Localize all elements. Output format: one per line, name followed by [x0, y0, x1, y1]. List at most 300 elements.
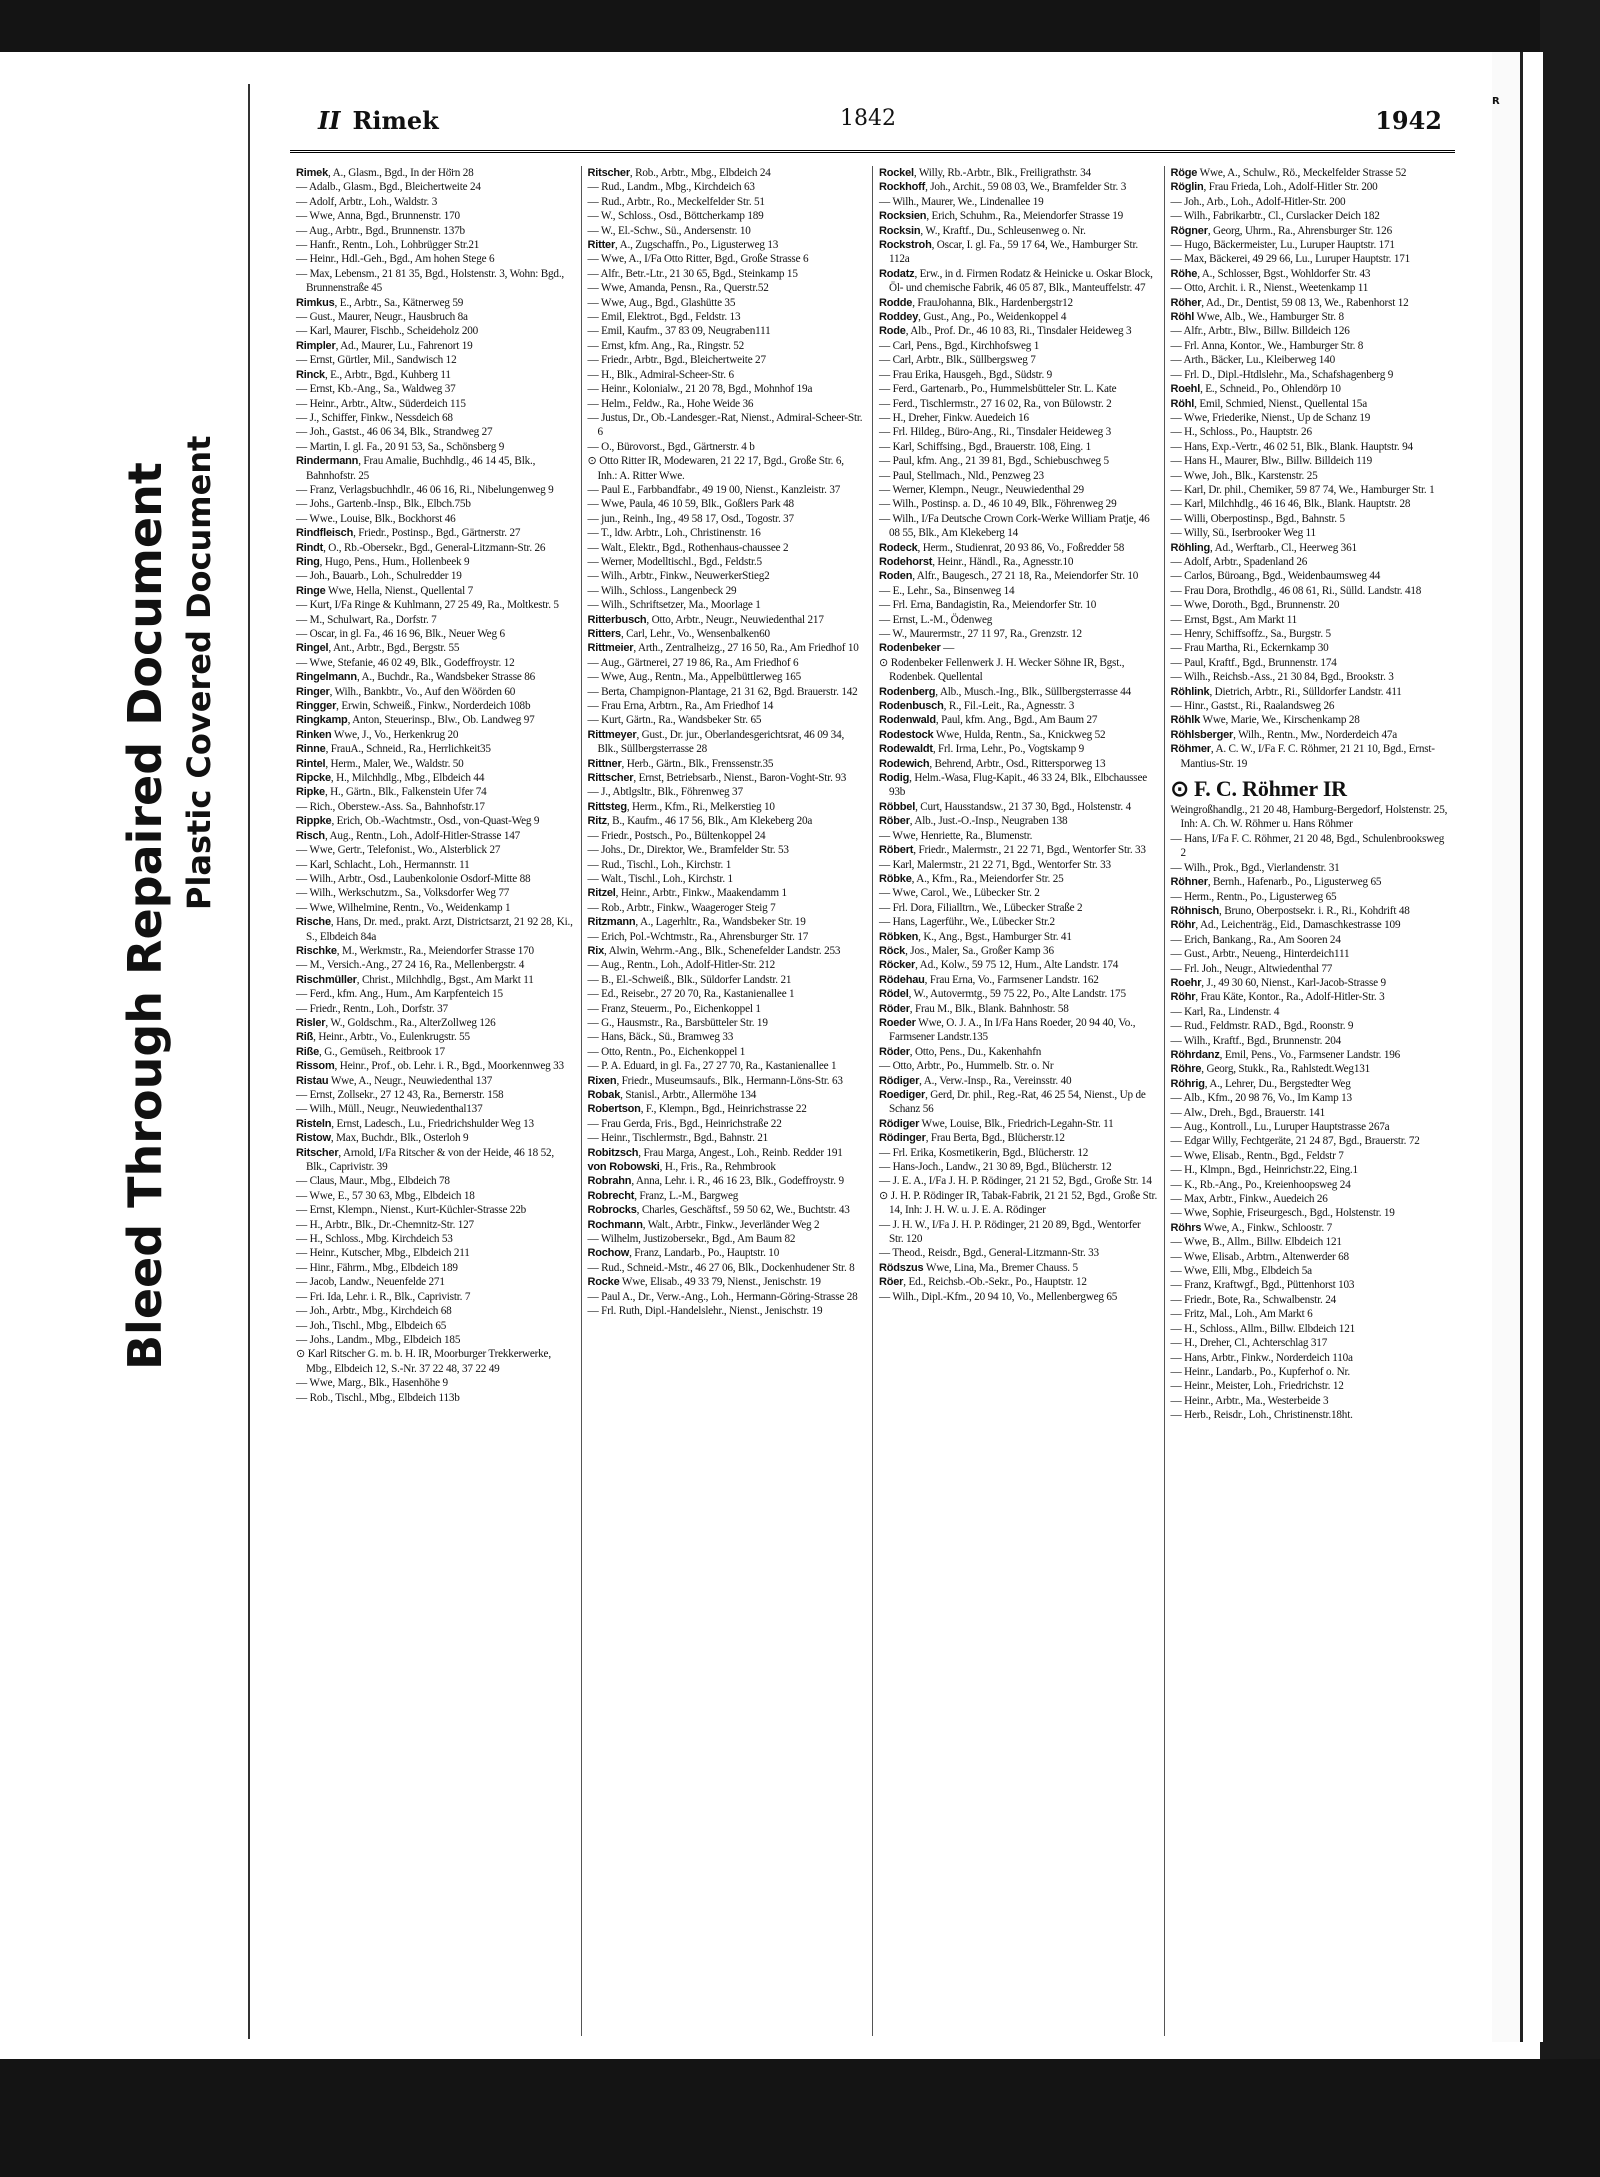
directory-entry: — Joh., Bauarb., Loh., Schulredder 19 [296, 570, 462, 583]
directory-entry: — Edgar Willy, Fechtgeräte, 21 24 87, Bgd., Brauerstr. 72 [1170, 1135, 1420, 1148]
directory-entry: — Kurt, Gärtn., Ra., Wandsbeker Str. 65 [587, 714, 762, 727]
directory-entry: von Robowski, H., Fris., Ra., Rehmbrook [587, 1161, 776, 1174]
directory-entry: Röbbel, Curt, Hausstandsw., 21 37 30, Bgd., Holstenstr. 4 [879, 800, 1132, 813]
directory-entry: — Wilh., Dipl.-Kfm., 20 94 10, Vo., Mellenbergweg 65 [879, 1290, 1118, 1303]
directory-entry: Roden, Alfr., Baugesch., 27 21 18, Ra., Meiendorfer Str. 10 [879, 570, 1139, 583]
directory-entry: — Alfr., Arbtr., Blw., Billw. Billdeich 126 [1170, 325, 1350, 338]
directory-entry: — Hinr., Gastst., Ri., Raalandsweg 26 [1170, 700, 1335, 713]
page-number-center: 1842 [840, 106, 896, 131]
directory-entry: Rochow, Franz, Landarb., Po., Hauptstr. 10 [587, 1247, 780, 1260]
directory-entry: Robrecht, Franz, L.-M., Bargweg [587, 1189, 739, 1202]
directory-entry: — Heinr., Arbtr., Altw., Süderdeich 115 [296, 397, 466, 410]
directory-entry: Röhmer, A. C. W., I/Fa F. C. Röhmer, 21 21 10, Bgd., Ernst-Mantius-Str. 19 [1170, 743, 1435, 770]
directory-entry: Röhlsberger, Wilh., Rentn., Mw., Norderdeich 47a [1170, 728, 1398, 741]
directory-entry: — Wilh., Kraftf., Bgd., Brunnenstr. 204 [1170, 1034, 1342, 1047]
column-4 [1165, 166, 1456, 2036]
directory-entry: — Joh., Gastst., 46 06 34, Blk., Strandweg 27 [296, 426, 493, 439]
directory-entry: — Adalb., Glasm., Bgd., Bleichertweite 24 [296, 181, 481, 194]
directory-entry: — Rud., Feldmstr. RAD., Bgd., Roonstr. 9 [1170, 1020, 1354, 1033]
directory-entry: Ritzel, Heinr., Arbtr., Finkw., Maakendamm 1 [587, 887, 787, 900]
directory-entry: Rimek, A., Glasm., Bgd., In der Hö̈rn 28 [296, 167, 474, 179]
directory-entry: — J., Schiffer, Finkw., Nessdeich 68 [296, 411, 453, 424]
directory-entry: — Joh., Tischl., Mbg., Elbdeich 65 [296, 1319, 447, 1332]
directory-entry: Rockel, Willy, Rb.-Arbtr., Blk., Freiligrathstr. 34 [879, 167, 1091, 179]
directory-entry: Röck, Jos., Maler, Sa., Großer Kamp 36 [879, 944, 1054, 957]
directory-entry: — Wilh., Arbtr., Finkw., NeuwerkerStieg2 [587, 570, 770, 583]
directory-entry: Rittsteg, Herm., Kfm., Ri., Melkerstieg 10 [587, 800, 775, 813]
directory-entry: Röbke, A., Kfm., Ra., Meiendorfer Str. 25 [879, 872, 1064, 885]
directory-entry: Risch, Aug., Rentn., Loh., Adolf-Hitler-Strasse 147 [296, 829, 521, 842]
directory-entry: Röhe, A., Schlosser, Bgst., Wohldorfer Str. 43 [1170, 267, 1371, 280]
directory-entry: Roddey, Gust., Ang., Po., Weidenkoppel 4 [879, 311, 1067, 324]
directory-entry: Röher, Ad., Dr., Dentist, 59 08 13, We., Rabenhorst 12 [1170, 296, 1409, 309]
directory-entry: — Oscar, in gl. Fa., 46 16 96, Blk., Neuer Weg 6 [296, 628, 505, 640]
directory-entry: — Aug., Rentn., Loh., Adolf-Hitler-Str. 212 [587, 959, 776, 972]
directory-entry: — Wwe, Doroth., Bgd., Brunnenstr. 20 [1170, 599, 1340, 612]
directory-entry: — Justus, Dr., Ob.-Landesger.-Rat, Nienst., Admiral-Scheer-Str. 6 [587, 411, 863, 439]
directory-entry: — Friedr., Bote, Ra., Schwalbenstr. 24 [1170, 1293, 1336, 1306]
directory-entry: — Rud., Tischl., Loh., Kirchstr. 1 [587, 858, 732, 871]
directory-entry: — Rud., Landm., Mbg., Kirchdeich 63 [587, 181, 755, 194]
directory-entry: Rocke Wwe, Elisab., 49 33 79, Nienst., Jenischstr. 19 [587, 1276, 821, 1289]
directory-entry: — Friedr., Arbtr., Bgd., Bleichertweite 27 [587, 354, 766, 367]
directory-entry: — Frl. Erna, Bandagistin, Ra., Meiendorfer Str. 10 [879, 599, 1097, 612]
page-header [250, 106, 1450, 138]
directory-entry: Rocksien, Erich, Schuhm., Ra., Meiendorfer Strasse 19 [879, 210, 1123, 223]
directory-entry: — Wilh., Schriftsetzer, Ma., Moorlage 1 [587, 599, 761, 612]
directory-entry: Rimpler, Ad., Maurer, Lu., Fahrenort 19 [296, 339, 473, 352]
directory-entry: — Ernst, Klempn., Nienst., Kurt-Küchler-Strasse 22b [296, 1204, 527, 1217]
directory-entry: — W., Maurermstr., 27 11 97, Ra., Grenzstr. 12 [879, 628, 1082, 640]
directory-entry: — Wwe., Louise, Blk., Bockhorst 46 [296, 512, 456, 525]
directory-entry: Robitzsch, Frau Marga, Angest., Loh., Reinb. Redder 191 [587, 1146, 843, 1159]
directory-entry: — Erich, Pol.-Wchtmstr., Ra., Ahrensburger Str. 17 [587, 930, 809, 943]
directory-entry: Rittscher, Ernst, Betriebsarb., Nienst., Baron-Voght-Str. 93 [587, 772, 847, 785]
directory-entry: — Karl, Milchhdlg., 46 16 46, Blk., Blank. Hauptstr. 28 [1170, 498, 1411, 511]
directory-entry: Ringelmann, A., Buchdr., Ra., Wandsbeker Strasse 86 [296, 671, 536, 684]
directory-entry: Rode, Alb., Prof. Dr., 46 10 83, Ri., Tinsdaler Heideweg 3 [879, 325, 1132, 338]
directory-entry: Ringe Wwe, Hella, Nienst., Quellental 7 [296, 584, 473, 597]
directory-entry: — Ferd., Gartenarb., Po., Hummelsbütteler Str. L. Kate [879, 383, 1117, 396]
directory-entry: — M., Schulwart, Ra., Dorfstr. 7 [296, 613, 437, 626]
directory-entry: — Wilhelm, Justizobersekr., Bgd., Am Baum 82 [587, 1233, 796, 1246]
directory-entry: — Emil, Elektrot., Bgd., Feldstr. 13 [587, 311, 741, 324]
side-label-bleed: Bleed Through Repaired Document [118, 462, 172, 1370]
directory-entry: — Berta, Champignon-Plantage, 21 31 62, Bgd. Brauerstr. 142 [587, 685, 858, 698]
directory-entry: — Gust., Maurer, Neugr., Hausbruch 8a [296, 311, 468, 324]
directory-entry: — H., Dreher, Finkw. Auedeich 16 [879, 411, 1029, 424]
directory-entry: ⊙ F. C. Röhmer IR [1170, 776, 1347, 802]
scan-border-right [1540, 0, 1600, 2177]
directory-entry: — Wwe, Aug., Rentn., Ma., Appelbüttlerweg 165 [587, 671, 802, 684]
directory-entry: Röhr, Ad., Leichenträg., Eid., Damaschkestrasse 109 [1170, 919, 1401, 932]
directory-entry: Röhl Wwe, Alb., We., Hamburger Str. 8 [1170, 311, 1344, 324]
directory-entry: Ripcke, H., Milchhdlg., Mbg., Elbdeich 44 [296, 772, 485, 785]
directory-entry: — Rich., Oberstew.-Ass. Sa., Bahnhofstr.17 [296, 800, 485, 813]
directory-entry: Rodenbusch, R., Fil.-Leit., Ra., Agnesstr. 3 [879, 700, 1075, 713]
directory-entry: — Wilh., Arbtr., Osd., Laubenkolonie Osdorf-Mitte 88 [296, 872, 531, 885]
directory-entry: — Ernst, Zollsekr., 27 12 43, Ra., Bernerstr. 158 [296, 1089, 504, 1101]
directory-entry: — Werner, Modelltischl., Bgd., Feldstr.5 [587, 555, 762, 568]
scan-border-top [0, 0, 1600, 52]
directory-entry: — Heinr., Kolonialw., 21 20 78, Bgd., Mohnhof 19a [587, 383, 813, 396]
directory-entry: Rodenberg, Alb., Musch.-Ing., Blk., Süllbergsterrasse 44 [879, 685, 1132, 698]
directory-entry: Rodde, FrauJohanna, Blk., Hardenbergstr12 [879, 296, 1073, 309]
directory-entry: — Adolf, Arbtr., Loh., Waldstr. 3 [296, 195, 438, 208]
directory-entry: — Rob., Arbtr., Finkw., Waageroger Steig 7 [587, 901, 776, 914]
directory-entry: Rimkus, E., Arbtr., Sa., Kätnerweg 59 [296, 296, 464, 309]
directory-entry: — Walt., Elektr., Bgd., Rothenhaus-chaussee 2 [587, 541, 789, 554]
directory-entry: — Aug., Kontroll., Lu., Luruper Hauptstrasse 267a [1170, 1121, 1390, 1133]
directory-entry: — Friedr., Rentn., Loh., Dorfstr. 37 [296, 1002, 448, 1015]
directory-entry: — Herb., Reisdr., Loh., Christinenstr.18ht. [1170, 1409, 1353, 1422]
directory-entry: Röhling, Ad., Werftarb., Cl., Heerweg 361 [1170, 541, 1357, 554]
directory-entry: Rissom, Heinr., Prof., ob. Lehr. i. R., Bgd., Moorkennweg 33 [296, 1060, 564, 1073]
directory-entry: — Willy, Sü., Iserbrooker Weg 11 [1170, 527, 1316, 540]
directory-entry: — Frl. Hildeg., Büro-Ang., Ri., Tinsdaler Heideweg 3 [879, 426, 1111, 439]
directory-entry: — Alfr., Betr.-Ltr., 21 30 65, Bgd., Steinkamp 15 [587, 267, 798, 280]
directory-entry: — Martin, I. gl. Fa., 20 91 53, Sa., Schönsberg 9 [296, 440, 505, 453]
directory-entry: Rindfleisch, Friedr., Postinsp., Bgd., Gärtnerstr. 27 [296, 527, 521, 540]
directory-entry: Rodatz, Erw., in d. Firmen Rodatz & Heinicke u. Oskar Block, Öl- und chemische Fabrik, 46 05 87, Blk., Manteuffelstr. 47 [879, 267, 1153, 295]
directory-entry: Robertson, F., Klempn., Bgd., Heinrichstrasse 22 [587, 1103, 807, 1116]
directory-entry: Röhlink, Dietrich, Arbtr., Ri., Sülldorfer Landstr. 411 [1170, 685, 1402, 698]
directory-entry: Ripke, H., Gärtn., Blk., Falkenstein Ufer 74 [296, 786, 487, 799]
directory-entry: — Kurt, I/Fa Ringe & Kuhlmann, 27 25 49, Ra., Moltkestr. 5 [296, 599, 559, 612]
directory-entry: Rische, Hans, Dr. med., prakt. Arzt, Districtsarzt, 21 92 28, Ki., S., Elbdeich 84a [296, 916, 573, 943]
directory-entry: Roehr, J., 49 30 60, Nienst., Karl-Jacob-Strasse 9 [1170, 976, 1386, 989]
directory-entry: — Frau Martha, Ri., Eckernkamp 30 [1170, 642, 1329, 655]
directory-entry: — Frl. D., Dipl.-Htdlslehr., Ma., Schafshagenberg 9 [1170, 368, 1394, 381]
directory-entry: — Hans, Lagerführ., We., Lübecker Str.2 [879, 916, 1055, 929]
directory-entry: — Otto, Rentn., Po., Eichenkoppel 1 [587, 1045, 746, 1058]
directory-entry: — H., Schloss., Mbg. Kirchdeich 53 [296, 1233, 453, 1246]
directory-entry: — Max, Bäckerei, 49 29 66, Lu., Luruper Hauptstr. 171 [1170, 253, 1411, 266]
directory-entry: — Hans-Joch., Landw., 21 30 89, Bgd., Blücherstr. 12 [879, 1161, 1112, 1174]
directory-entry: Ringel, Ant., Arbtr., Bgd., Bergstr. 55 [296, 642, 460, 655]
directory-entry: — Fritz, Mal., Loh., Am Markt 6 [1170, 1308, 1313, 1321]
directory-entry: Rindt, O., Rb.-Obersekr., Bgd., General-Litzmann-Str. 26 [296, 541, 546, 554]
directory-entry: — Walt., Tischl., Loh., Kirchstr. 1 [587, 872, 733, 885]
directory-entry: — Ferd., Tischlermstr., 27 16 02, Ra., von Bülowstr. 2 [879, 397, 1112, 410]
directory-entry: Rischke, M., Werkmstr., Ra., Meiendorfer Strasse 170 [296, 944, 534, 957]
directory-entry: Rodeck, Herm., Studienrat, 20 93 86, Vo., Foßredder 58 [879, 541, 1125, 554]
directory-entry: Röhrig, A., Lehrer, Du., Bergstedter Weg [1170, 1077, 1351, 1090]
directory-entry: — Rob., Tischl., Mbg., Elbdeich 113b [296, 1391, 460, 1404]
directory-entry: Ritterbusch, Otto, Arbtr., Neugr., Neuwiedenthal 217 [587, 613, 824, 626]
directory-entry: Rippke, Erich, Ob.-Wachtmstr., Osd., von-Quast-Weg 9 [296, 815, 540, 828]
directory-entry: Ristow, Max, Buchdr., Blk., Osterloh 9 [296, 1132, 469, 1145]
directory-entry: — Willi, Oberpostinsp., Bgd., Bahnstr. 5 [1170, 512, 1345, 525]
directory-entry: — Frl. Erika, Kosmetikerin, Bgd., Blücherstr. 12 [879, 1146, 1089, 1159]
directory-entry: Ringer, Wilh., Bankbtr., Vo., Auf den Wöörden 60 [296, 685, 516, 698]
directory-entry: — Wwe, Paula, 46 10 59, Blk., Goßlers Park 48 [587, 498, 794, 511]
directory-entry: — Franz, Kraftwgf., Bgd., Püttenhorst 103 [1170, 1279, 1355, 1292]
directory-entry: — T., ldw. Arbtr., Loh., Christinenstr. 16 [587, 527, 761, 540]
directory-entry: — P. A. Eduard, in gl. Fa., 27 27 70, Ra., Kastanienallee 1 [587, 1060, 837, 1073]
directory-entry: — Alb., Kfm., 20 98 76, Vo., Im Kamp 13 [1170, 1092, 1352, 1105]
directory-entry: — H., Dreher, Cl., Achterschlag 317 [1170, 1337, 1328, 1350]
directory-entry: — Ernst, L.-M., Ödenweg [879, 613, 993, 626]
directory-entry: — Hinr., Fährm., Mbg., Elbdeich 189 [296, 1261, 458, 1274]
directory-entry: Rodenwald, Paul, kfm. Ang., Bgd., Am Baum 27 [879, 714, 1098, 727]
directory-entry: — Wilh., Müll., Neugr., Neuwiedenthal137 [296, 1103, 483, 1116]
directory-entry: — Rud., Schneid.-Mstr., 46 27 06, Blk., Dockenhudener Str. 8 [587, 1261, 855, 1274]
directory-entry: — Johs., Landm., Mbg., Elbdeich 185 [296, 1333, 461, 1346]
directory-entry: — Johs., Dr., Direktor, We., Bramfelder Str. 53 [587, 844, 789, 857]
directory-entry: Rodehorst, Heinr., Händl., Ra., Agnesstr.10 [879, 555, 1074, 568]
header-section [318, 106, 439, 135]
directory-entry: — Wwe, B., Allm., Billw. Elbdeich 121 [1170, 1236, 1342, 1249]
directory-entry: — Herm., Rentn., Po., Ligusterweg 65 [1170, 890, 1337, 903]
directory-entry: — Paul A., Dr., Verw.-Ang., Loh., Hermann-Göring-Strasse 28 [587, 1290, 858, 1303]
directory-entry: — Jacob, Landw., Neuenfelde 271 [296, 1276, 445, 1289]
directory-entry: Röbken, K., Ang., Bgst., Hamburger Str. 41 [879, 930, 1072, 943]
directory-entry: Rintel, Herm., Maler, We., Waldstr. 50 [296, 757, 464, 770]
directory-entry: Rodenbeker — [879, 642, 955, 655]
directory-entry: — Hans, I/Fa F. C. Röhmer, 21 20 48, Bgd., Schulenbrooksweg 2 [1170, 832, 1445, 860]
directory-entry: — B., El.-Schweiß., Blk., Süldorfer Landstr. 21 [587, 973, 792, 986]
directory-entry: — Frau Gerda, Fris., Bgd., Heinrichstraße 22 [587, 1117, 782, 1130]
directory-entry: Ritters, Carl, Lehr., Vo., Wensenbalken60 [587, 628, 770, 640]
directory-entry: — Wwe, A., I/Fa Otto Ritter, Bgd., Große Strasse 6 [587, 253, 809, 266]
directory-entry: — Wwe, Aug., Bgd., Glashütte 35 [587, 296, 736, 309]
directory-entry: — Arth., Bäcker, Lu., Kleiberweg 140 [1170, 354, 1335, 367]
directory-entry: — Emil, Kaufm., 37 83 09, Neugraben111 [587, 325, 771, 338]
directory-entry: — Otto, Archit. i. R., Nienst., Weetenkamp 11 [1170, 282, 1369, 295]
directory-entry: Risler, W., Goldschm., Ra., AlterZollweg 126 [296, 1016, 496, 1029]
directory-entry: Röder, Frau M., Blk., Blank. Bahnhostr. 58 [879, 1002, 1069, 1015]
directory-entry: — Paul E., Farbbandfabr., 49 19 00, Nienst., Kanzleistr. 37 [587, 483, 841, 496]
directory-entry: Rödszus Wwe, Lina, Ma., Bremer Chauss. 5 [879, 1261, 1078, 1274]
directory-entry: — jun., Reinh., Ing., 49 58 17, Osd., Togostr. 37 [587, 512, 794, 525]
column-2 [582, 166, 874, 2036]
directory-entry: — Wwe, Elisab., Rentn., Bgd., Feldstr 7 [1170, 1149, 1344, 1162]
directory-entry: Rödinger, Frau Berta, Bgd., Blücherstr.12 [879, 1132, 1065, 1145]
directory-entry: — J. H. W., I/Fa J. H. P. Rödinger, 21 20 89, Bgd., Wentorfer Str. 120 [879, 1218, 1141, 1246]
directory-entry: — Wwe, Anna, Bgd., Brunnenstr. 170 [296, 210, 460, 223]
directory-entry: Rodewaldt, Frl. Irma, Lehr., Po., Vogtskamp 9 [879, 743, 1084, 756]
directory-entry: — Karl, Maurer, Fischb., Scheideholz 200 [296, 325, 479, 338]
directory-entry: Rockhoff, Joh., Archit., 59 08 03, We., Bramfelder Str. 3 [879, 181, 1127, 194]
directory-entry: ⊙ Karl Ritscher G. m. b. H. IR, Moorburger Trekkerwerke, Mbg., Elbdeich 12, S.-Nr. 37 22 48, 37 22 49 [296, 1348, 551, 1375]
directory-entry: Rödehau, Frau Erna, Vo., Farmsener Landstr. 162 [879, 973, 1099, 986]
directory-entry: — Fri. Ida, Lehr. i. R., Blk., Caprivistr. 7 [296, 1290, 471, 1303]
directory-entry: ⊙ Rodenbeker Fellenwerk J. H. Wecker Söhne IR, Bgst., Rodenbek. Quellental [879, 656, 1125, 684]
directory-entry: — Frl. Dora, Filialltrn., We., Lübecker Straße 2 [879, 901, 1083, 914]
directory-entry: — Carl, Pens., Bgd., Kirchhofsweg 1 [879, 339, 1040, 352]
directory-entry: — Wwe, Carol., We., Lübecker Str. 2 [879, 887, 1040, 900]
directory-entry: Rödel, W., Autovermtg., 59 75 22, Po., Alte Landstr. 175 [879, 988, 1126, 1001]
directory-entry: Ritter, A., Zugschaffn., Po., Ligusterweg 13 [587, 239, 779, 252]
directory-entry: — J. E. A., I/Fa J. H. P. Rödinger, 21 21 52, Bgd., Große Str. 14 [879, 1175, 1152, 1188]
directory-entry: — H., Schloss., Po., Hauptstr. 26 [1170, 426, 1312, 439]
directory-entry: — Wilh., Prok., Bgd., Vierlandenstr. 31 [1170, 861, 1340, 874]
directory-entry: — Joh., Arbtr., Mbg., Kirchdeich 68 [296, 1305, 452, 1318]
directory-entry: — Heinr., Hdl.-Geh., Bgd., Am hohen Stege 6 [296, 253, 495, 266]
directory-entry: — Wilh., Postinsp. a. D., 46 10 49, Blk., Föhrenweg 29 [879, 498, 1117, 511]
directory-entry: — Wwe, Friederike, Nienst., Up de Schanz 19 [1170, 411, 1371, 424]
directory-entry: — Alw., Dreh., Bgd., Brauerstr. 141 [1170, 1106, 1325, 1119]
directory-entry: Röder, Otto, Pens., Du., Kakenhahfn [879, 1045, 1042, 1058]
directory-entry: — Hans, Bäck., Sü., Bramweg 33 [587, 1031, 734, 1044]
directory-entry: — G., Hausmstr., Ra., Barsbütteler Str. 19 [587, 1016, 768, 1029]
directory-entry: — Hanfr., Rentn., Loh., Lohbrügger Str.21 [296, 239, 480, 252]
directory-entry: Röhnisch, Bruno, Oberpostsekr. i. R., Ri., Kohdrift 48 [1170, 904, 1410, 917]
directory-page [248, 84, 1455, 2039]
directory-entry: — Hugo, Bäckermeister, Lu., Luruper Hauptstr. 171 [1170, 239, 1395, 252]
directory-entry: Ringkamp, Anton, Steuerinsp., Blw., Ob. Landweg 97 [296, 714, 535, 727]
directory-entry: — Heinr., Kutscher, Mbg., Elbdeich 211 [296, 1247, 470, 1260]
scan-border-bottom [0, 2059, 1600, 2177]
directory-entry: — Karl, Schlacht., Loh., Hermannstr. 11 [296, 858, 470, 871]
directory-entry: Riß, Heinr., Arbtr., Vo., Eulenkrugstr. 55 [296, 1031, 470, 1044]
directory-entry: Röhrs Wwe, A., Finkw., Schloostr. 7 [1170, 1221, 1333, 1234]
directory-entry: — Frau Erna, Arbtrn., Ra., Am Friedhof 14 [587, 700, 774, 713]
directory-entry: Rittmeyer, Gust., Dr. jur., Oberlandesgerichtsrat, 46 09 34, Blk., Süllbergsterrasse 28 [587, 728, 845, 756]
directory-entry: — Adolf, Arbtr., Spadenland 26 [1170, 555, 1308, 568]
directory-entry: Röhre, Georg, Stukk., Ra., Rahlstedt.Weg131 [1170, 1063, 1371, 1076]
directory-entry: Roeder Wwe, O. J. A., In I/Fa Hans Roeder, 20 94 40, Vo., Farmsener Landstr.135 [879, 1016, 1136, 1044]
directory-entry: Ringger, Erwin, Schweiß., Finkw., Norderdeich 108b [296, 700, 531, 713]
directory-entry: Ring, Hugo, Pens., Hum., Hollenbeek 9 [296, 555, 470, 568]
directory-entry: Rögner, Georg, Uhrm., Ra., Ahrensburger Str. 126 [1170, 224, 1392, 237]
directory-entry: — Karl, Ra., Lindenstr. 4 [1170, 1005, 1280, 1018]
directory-entry: — Wwe, Stefanie, 46 02 49, Blk., Godeffroystr. 12 [296, 656, 515, 669]
directory-entry: — Paul, kfm. Ang., 21 39 81, Bgd., Schiebuschweg 5 [879, 455, 1109, 468]
section-number: II [318, 106, 341, 135]
directory-entry: — Ernst, Kb.-Ang., Sa., Waldweg 37 [296, 383, 456, 396]
directory-entry: Robrahn, Anna, Lehr. i. R., 46 16 23, Blk., Godeffroystr. 9 [587, 1175, 844, 1188]
directory-entry: — Franz, Verlagsbuchhdlr., 46 06 16, Ri., Nibelungenweg 9 [296, 483, 554, 496]
directory-entry: — Otto, Arbtr., Po., Hummelb. Str. o. Nr [879, 1060, 1054, 1073]
directory-entry: Rittner, Herb., Gärtn., Blk., Frenssenstr.35 [587, 757, 774, 770]
directory-entry: — Franz, Steuerm., Po., Eichenkoppel 1 [587, 1002, 761, 1015]
directory-entry: — Wilh., I/Fa Deutsche Crown Cork-Werke William Pratje, 46 08 55, Blk., Am Klekeberg 14 [879, 512, 1150, 540]
directory-entry: — Wwe, Gertr., Telefonist., Wo., Alsterblick 27 [296, 844, 501, 857]
directory-entry: Ritzmann, A., Lagerhltr., Ra., Wandsbeker Str. 19 [587, 916, 806, 929]
directory-entry: — Hans, Exp.-Vertr., 46 02 51, Blk., Blank. Hauptstr. 94 [1170, 440, 1413, 453]
directory-entry: — Wilh., Fabrikarbtr., Cl., Curslacker Deich 182 [1170, 210, 1380, 223]
directory-entry: Riße, G., Gemüseh., Reitbrook 17 [296, 1045, 445, 1058]
directory-entry: — H., Arbtr., Blk., Dr.-Chemnitz-Str. 127 [296, 1218, 474, 1231]
directory-entry: — Max, Arbtr., Finkw., Auedeich 26 [1170, 1193, 1328, 1206]
directory-entry: — Heinr., Landarb., Po., Kupferhof o. Nr. [1170, 1365, 1350, 1378]
directory-entry: — W., El.-Schw., Sü., Andersenstr. 10 [587, 224, 751, 237]
directory-entry: Röhlk Wwe, Marie, We., Kirschenkamp 28 [1170, 714, 1360, 727]
directory-entry: Röhner, Bernh., Hafenarb., Po., Ligusterweg 65 [1170, 876, 1382, 889]
column-1 [290, 166, 582, 2036]
directory-entry: Robrocks, Charles, Geschäftsf., 59 50 62, We., Buchtstr. 43 [587, 1204, 850, 1217]
directory-entry: Röbert, Friedr., Malermstr., 21 22 71, Bgd., Wentorfer Str. 33 [879, 844, 1146, 857]
directory-entry: — Helm., Feldw., Ra., Hohe Weide 36 [587, 397, 754, 410]
directory-entry: — Carlos, Büroang., Bgd., Weidenbaumsweg 44 [1170, 570, 1381, 583]
directory-entry: Rockstroh, Oscar, I. gl. Fa., 59 17 64, We., Hamburger Str. 112a [879, 239, 1138, 266]
directory-entry: — Heinr., Meister, Loh., Friedrichstr. 12 [1170, 1380, 1344, 1393]
directory-entry: Rocksin, W., Kraftf., Du., Schleusenweg o. Nr. [879, 224, 1086, 237]
directory-entry: Rodestock Wwe, Hulda, Rentn., Sa., Knickweg 52 [879, 728, 1106, 741]
directory-entry: Röglin, Frau Frieda, Loh., Adolf-Hitler Str. 200 [1170, 181, 1378, 194]
directory-entry: — Henry, Schiffsoffz., Sa., Burgstr. 5 [1170, 628, 1331, 640]
column-3 [873, 166, 1165, 2036]
directory-entry: — Hans, Arbtr., Finkw., Norderdeich 110a [1170, 1351, 1353, 1364]
directory-entry: — Max, Lebensm., 21 81 35, Bgd., Holstenstr. 3, Wohn: Bgd., Brunnenstraße 45 [296, 267, 565, 295]
directory-entry: Rodig, Helm.-Wasa, Flug-Kapit., 46 33 24, Blk., Elbchaussee 93b [879, 772, 1147, 799]
directory-entry: — Rud., Arbtr., Ro., Meckelfelder Str. 51 [587, 195, 765, 208]
directory-entry: — Ernst, Bgst., Am Markt 11 [1170, 613, 1298, 626]
directory-entry: — W., Schloss., Osd., Böttcherkamp 189 [587, 210, 764, 223]
directory-entry: Weingroßhandlg., 21 20 48, Hamburg-Bergedorf, Holstenstr. 25, Inh: A. Ch. W. Röhmer u. Hans Röhmer [1170, 804, 1448, 831]
directory-entry: Röhrdanz, Emil, Pens., Vo., Farmsener Landstr. 196 [1170, 1048, 1401, 1061]
directory-entry: — Erich, Bankang., Ra., Am Sooren 24 [1170, 933, 1341, 946]
directory-entry: — H., Blk., Admiral-Scheer-Str. 6 [587, 368, 734, 381]
directory-entry: Röge Wwe, A., Schulw., Rö., Meckelfelder Strasse 52 [1170, 167, 1407, 179]
directory-entry: — Theod., Reisdr., Bgd., General-Litzmann-Str. 33 [879, 1247, 1099, 1260]
directory-entry: — Aug., Gärtnerei, 27 19 86, Ra., Am Friedhof 6 [587, 656, 799, 669]
directory-entry: — Paul, Stellmach., Nld., Penzweg 23 [879, 469, 1044, 482]
directory-entry: — Wilh., Maurer, We., Lindenallee 19 [879, 195, 1044, 208]
directory-entry: — Aug., Arbtr., Bgd., Brunnenstr. 137b [296, 224, 465, 237]
directory-entry: — H., Schloss., Allm., Billw. Elbdeich 121 [1170, 1322, 1355, 1335]
directory-entry: — Gust., Arbtr., Neueng., Hinterdeich111 [1170, 948, 1350, 961]
directory-entry: ⊙ Otto Ritter IR, Modewaren, 21 22 17, Bgd., Große Str. 6, Inh.: A. Ritter Wwe. [587, 455, 844, 482]
section-name: Rimek [352, 106, 439, 135]
directory-entry: — Ernst, Gürtler, Mil., Sandwisch 12 [296, 354, 457, 367]
directory-entry: Rischmüller, Christ., Milchhdlg., Bgst., Am Markt 11 [296, 973, 534, 986]
directory-entry: Röhr, Frau Käte, Kontor., Ra., Adolf-Hitler-Str. 3 [1170, 991, 1385, 1004]
directory-entry: — Carl, Arbtr., Blk., Süllbergsweg 7 [879, 354, 1036, 367]
directory-entry: Rinken Wwe, J., Vo., Herkenkrug 20 [296, 728, 459, 741]
directory-entry: — Werner, Klempn., Neugr., Neuwiedenthal 29 [879, 483, 1084, 496]
directory-entry: — Frau Erika, Hausgeh., Bgd., Südstr. 9 [879, 368, 1053, 381]
directory-entry: ⊙ J. H. P. Rödinger IR, Tabak-Fabrik, 21 21 52, Bgd., Große Str. 14, Inh: J. H. W. u. J. E. A. Rödinger [879, 1189, 1158, 1217]
directory-entry: — Wwe, Henriette, Ra., Blumenstr. [879, 829, 1033, 842]
directory-entry: Rochmann, Walt., Arbtr., Finkw., Jeverländer Weg 2 [587, 1218, 820, 1231]
directory-entry: — Wwe, Elisab., Arbtrn., Altenwerder 68 [1170, 1250, 1349, 1263]
directory-entry: — Heinr., Arbtr., Ma., Westerbeide 3 [1170, 1394, 1329, 1407]
directory-entry: Roehl, E., Schneid., Po., Ohlendörp 10 [1170, 383, 1341, 396]
directory-entry: Rixen, Friedr., Museumsaufs., Blk., Hermann-Löns-Str. 63 [587, 1074, 843, 1087]
directory-entry: Rödiger, A., Verw.-Insp., Ra., Vereinsstr. 40 [879, 1074, 1072, 1087]
directory-entry: — Wwe, Marg., Blk., Hasenhöhe 9 [296, 1377, 448, 1390]
directory-entry: Ristau Wwe, A., Neugr., Neuwiedenthal 137 [296, 1074, 493, 1087]
directory-entry: — Ed., Reisebr., 27 20 70, Ra., Kastanienallee 1 [587, 988, 795, 1001]
directory-entry: Ritscher, Rob., Arbtr., Mbg., Elbdeich 24 [587, 167, 771, 179]
directory-entry: Röcker, Ad., Kolw., 59 75 12, Hum., Alte Landstr. 174 [879, 959, 1119, 972]
directory-entry: Robak, Stanisl., Arbtr., Allermöhe 134 [587, 1089, 757, 1101]
directory-entry: Rodewich, Behrend, Arbtr., Osd., Rittersporweg 13 [879, 757, 1106, 770]
directory-entry: — Heinr., Tischlermstr., Bgd., Bahnstr. 21 [587, 1132, 769, 1145]
directory-entry: Risteln, Ernst, Ladesch., Lu., Friedrichshulder Weg 13 [296, 1117, 534, 1130]
header-rule [290, 150, 1455, 153]
directory-entry: — H., Klmpn., Bgd., Heinrichstr.22, Eing.1 [1170, 1164, 1358, 1177]
directory-entry: Röhl, Emil, Schmied, Nienst., Quellental 15a [1170, 397, 1367, 410]
directory-entry: Röer, Ed., Reichsb.-Ob.-Sekr., Po., Hauptstr. 12 [879, 1276, 1087, 1289]
directory-entry: — Frl. Anna, Kontor., We., Hamburger Str. 8 [1170, 339, 1364, 352]
directory-entry: Rinne, FrauA., Schneid., Ra., Herrlichkeit35 [296, 743, 491, 756]
columns [290, 166, 1455, 2036]
next-page-strip [1492, 52, 1520, 2042]
directory-entry: — Karl, Malermstr., 21 22 71, Bgd., Wentorfer Str. 33 [879, 858, 1111, 871]
directory-entry: Röber, Alb., Just.-O.-Insp., Neugraben 138 [879, 815, 1068, 828]
directory-entry: — K., Rb.-Ang., Po., Kreienhoopsweg 24 [1170, 1178, 1351, 1191]
directory-entry: — Wwe, Sophie, Friseurgesch., Bgd., Holstenstr. 19 [1170, 1207, 1395, 1220]
directory-entry: Roediger, Gerd, Dr. phil., Reg.-Rat, 46 25 54, Nienst., Up de Schanz 56 [879, 1089, 1146, 1116]
directory-entry: Rittmeier, Arth., Zentralheizg., 27 16 50, Ra., Am Friedhof 10 [587, 642, 859, 655]
directory-entry: — Hans H., Maurer, Blw., Billw. Billdeich 119 [1170, 455, 1373, 468]
directory-entry: — Wwe, Elli, Mbg., Elbdeich 5a [1170, 1265, 1312, 1278]
directory-entry: Ritz, B., Kaufm., 46 17 56, Blk., Am Klekeberg 20a [587, 815, 813, 828]
